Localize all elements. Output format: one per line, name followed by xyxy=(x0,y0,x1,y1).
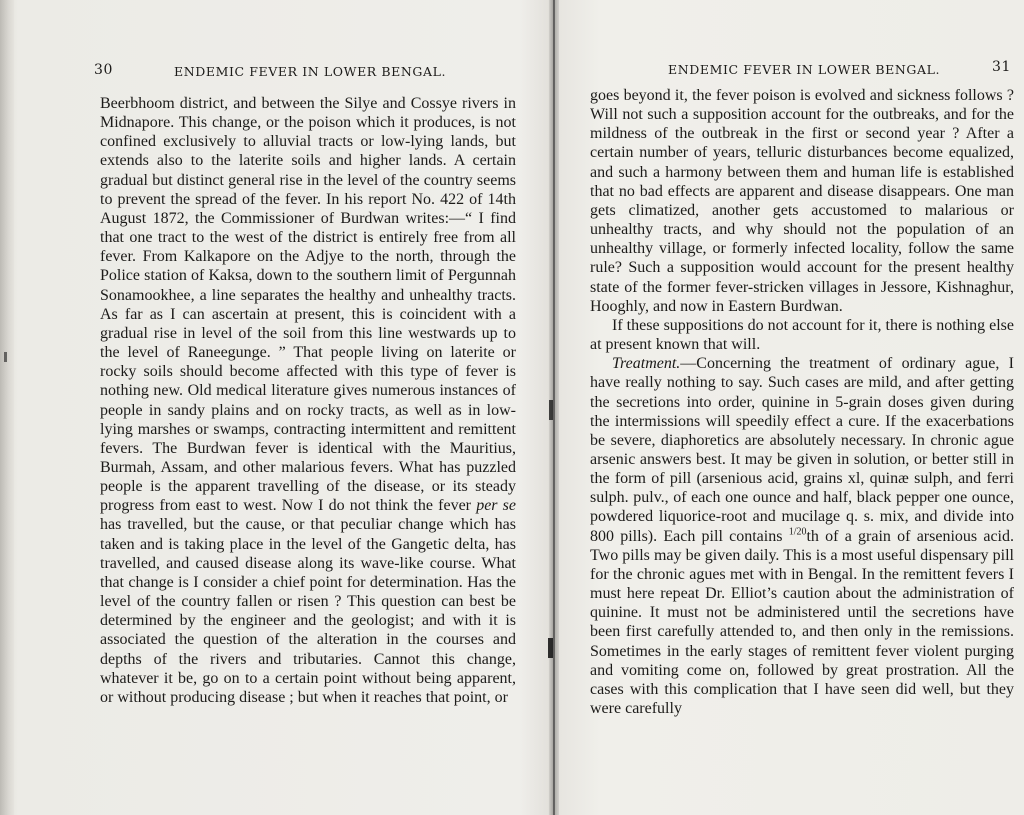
right-running-head xyxy=(590,59,1015,82)
italic-phrase: per se xyxy=(476,497,517,515)
right-paragraph-3 xyxy=(590,354,1014,718)
left-page-number: 30 xyxy=(94,62,114,78)
treatment-text-b: th of a grain of arsenious acid. Two pills may be given daily. This is a most useful dispensary pill for the chronic agues met with in Bengal. In the remittent fevers I must here repeat Dr. Elliot’s caution about the administration of quinine. It must not be administered until the secretions have been first carefully attended to, and then only in the remissions. Sometimes in the early stages of remittent fever violent purging and vomiting come on, followed by great prostration. All the cases with this complication that I have seen did well, but they were carefully xyxy=(590,527,1015,717)
gutter-mark-2 xyxy=(548,638,553,658)
left-running-head xyxy=(90,62,516,82)
gutter-fold-line xyxy=(553,0,555,815)
left-margin-mark xyxy=(4,352,7,362)
left-paragraph xyxy=(100,94,516,707)
left-page-edge xyxy=(0,0,14,815)
left-paragraph-text: Beerbhoom district, and between the Silye and Cossye rivers in Midnapore. This change, or the poison which it produces, is not confined exclusively to alluvial tracts or low-lying lands, but extends also to the laterite soils and higher lands. A certain gradual but distinct general rise in the level of the country seems to prevent the spread of the fever. In his report No. 422 of 14th August 1872, the Commissioner of Burdwan writes:—“ I find that one tract to the west of the district is entirely free from all fever. From Kalkapore on the Adjye to the north, through the Police station of Kaksa, down to the southern limit of Pergunnah Sonamookhee, a line separates the healthy and unhealthy tracts. As far as I can ascertain at present, this is coincident with a gradual rise in level of the soil from this line westwards up to the level of Raneegunge. ” That people living on laterite or rocky soils should become affected with this type of fever is nothing new. Old medical literature gives numerous instances of people in sandy plains and on rocky tracts, as well as in low-lying marshes or swamps, contracting intermittent and remittent fevers. The Burdwan fever is identical with the Mauritius, Burmah, Assam, and other malarious fevers. What has puzzled people is the apparent travelling of the disease, or its steady progress from east to west. Now I do not think the fever xyxy=(100,95,516,515)
left-page-body xyxy=(100,94,516,707)
right-paragraph-2: If these suppositions do not account for it, there is nothing else at present known that will. xyxy=(590,316,1014,354)
gutter-mark-1 xyxy=(549,400,553,420)
right-running-title: ENDEMIC FEVER IN LOWER BENGAL. xyxy=(668,62,941,77)
treatment-heading: Treatment. xyxy=(612,355,681,373)
left-paragraph-continuation: has travelled, but the cause, or that peculiar change which has taken and is taking place in the level of the Gangetic delta, has travelled, and caused disease along its wave-like course. What that change is I consider a chief point for determination. Has the level of the country fallen or risen ? This question can best be determined by the engineer and the geologist; and with it is associated the question of the alteration in the courses and depths of the rivers and tributaries. Cannot this change, whatever it be, go on to a certain point without being apparent, or without producing disease ; but when it reaches that point, or xyxy=(100,516,516,706)
left-running-title: ENDEMIC FEVER IN LOWER BENGAL. xyxy=(174,64,447,79)
dose-fraction: 1/20 xyxy=(788,526,807,538)
right-page-body xyxy=(590,86,1014,718)
treatment-text-a: —Concerning the treatment of ordinary ague, I have really nothing to say. Such cases are mild, and after getting the secretions into order, quinine in 5-grain doses given during the intermissions will speedily effect a cure. If the exacerbations be severe, diaphoretics are absolutely necessary. In chronic ague arsenic answers best. It may be given in solution, or better still in the form of pill (arsenious acid, grains xl, quinæ sulph, and ferri sulph. pulv., of each one ounce and half, black pepper one ounce, powdered liquorice-root and mucilage q. s. mix, and divide into 800 pills). Each pill contains xyxy=(590,355,1014,545)
right-page-number: 31 xyxy=(991,59,1011,75)
right-paragraph-1: goes beyond it, the fever poison is evolved and sickness follows ? Will not such a supposition account for the outbreaks, and for the mildness of the outbreak in the first or second year ? After a certain number of years, telluric disturbances become equalized, and such a harmony between them and human life is established that no bad effects are apparent and disease disappears. One man gets climatized, another gets accustomed to malarious or unhealthy tracts, and why should not the population of an unhealthy village, or formerly infected locality, follow the same rule? Such a supposition would account for the present healthy state of the former fever-stricken villages in Jessore, Kishnaghur, Hooghly, and now in Eastern Burdwan. xyxy=(590,87,1014,315)
